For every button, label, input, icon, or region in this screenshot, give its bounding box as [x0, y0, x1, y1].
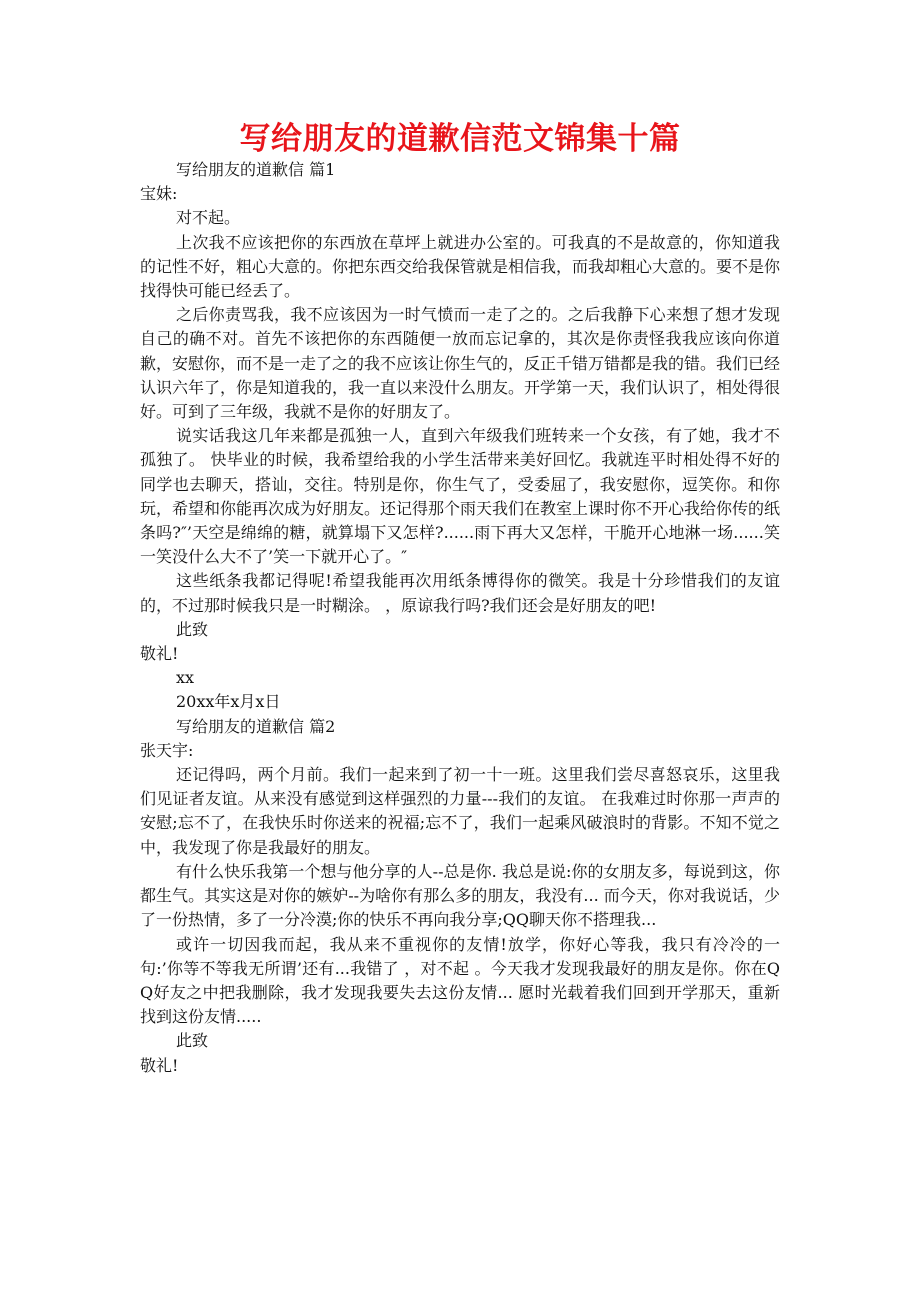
paragraph: 上次我不应该把你的东西放在草坪上就进办公室的。可我真的不是故意的，你知道我的记性不好，粗心大意的。你把东西交给我保管就是相信我，而我却粗心大意的。要不是你找得快可能已经丢了。 — [140, 232, 781, 301]
paragraph: 还记得吗，两个月前。我们一起来到了初一十一班。这里我们尝尽喜怒哀乐，这里我们见证者友谊。从来没有感觉到这样强烈的力量---我们的友谊。 在我难过时你那一声声的安慰;忘不了，在我快乐时你送来的祝福;忘不了，我们一起乘风破浪时的背影。不知不觉之中，我发现了你是我最好的朋友。 — [140, 765, 780, 857]
paragraph: 写给朋友的道歉信 篇2 — [176, 716, 336, 736]
paragraph: 或许一切因我而起，我从来不重视你的友情!放学，你好心等我，我只有冷冷的一句:’你等不等我无所谓’还有...我错了 ，对不起 。今天我才发现我最好的朋友是你。你在QQ好友之中把我删除，我才发现我要失去这份友情... 愿时光载着我们回到开学那天，重新找到这份友情..... — [140, 934, 780, 1027]
paragraph: 之后你责骂我，我不应该因为一时气愤而一走了之的。之后我静下心来想了想才发现自己的确不对。首先不该把你的东西随便一放而忘记拿的，其次是你责怪我我应该向你道歉，安慰你，而不是一走了之的我不应该让你生气的，反正千错万错都是我的错。我们已经认识六年了，你是知道我的，我一直以来没什么朋友。开学第一天，我们认识了，相处得很好。可到了三年级，我就不是你的好朋友了。 — [140, 305, 781, 422]
paragraph: 写给朋友的道歉信 篇1 — [176, 160, 336, 179]
document-body — [140, 158, 780, 1078]
paragraph: 宝妹: — [140, 184, 178, 204]
paragraph: 20xx年x月x日 — [176, 692, 281, 712]
paragraph: 此致 — [176, 1031, 209, 1051]
paragraph: 张天宇: — [140, 740, 194, 760]
paragraph: 说实话我这几年来都是孤独一人，直到六年级我们班转来一个女孩，有了她，我才不孤独了。 快毕业的时候，我希望给我的小学生活带来美好回忆。我就连平时相处得不好的同学也去聊天，搭讪，交往。特别是你，你生气了，受委屈了，我安慰你，逗笑你。和你玩，希望和你能再次成为好朋友。还记得那个雨天我们在教室上课时你不开心我给你传的纸条吗?″’天空是绵绵的糖，就算塌下又怎样?......雨下再大又怎样，干脆开心地淋一场......笑一笑没什么大不了’笑一下就开心了。″ — [140, 426, 781, 567]
paragraph: xx — [176, 668, 195, 688]
document-title: 写给朋友的道歉信范文锦集十篇 — [239, 121, 681, 157]
paragraph: 此致 — [176, 619, 209, 639]
paragraph: 敬礼! — [140, 644, 179, 664]
paragraph: 敬礼! — [140, 1055, 179, 1075]
paragraph: 对不起。 — [176, 208, 241, 228]
paragraph: 这些纸条我都记得呢!希望我能再次用纸条博得你的微笑。我是十分珍惜我们的友谊的，不过那时候我只是一时糊涂。 ，原谅我行吗?我们还会是好朋友的吧! — [140, 571, 780, 615]
paragraph: 有什么快乐我第一个想与他分享的人--总是你. 我总是说:你的女朋友多，每说到这，你都生气。其实这是对你的嫉妒--为啥你有那么多的朋友，我没有... 而今天，你对我说话，少了一份热情，多了一分冷漠;你的快乐不再向我分享;QQ聊天你不搭理我... — [140, 861, 780, 930]
